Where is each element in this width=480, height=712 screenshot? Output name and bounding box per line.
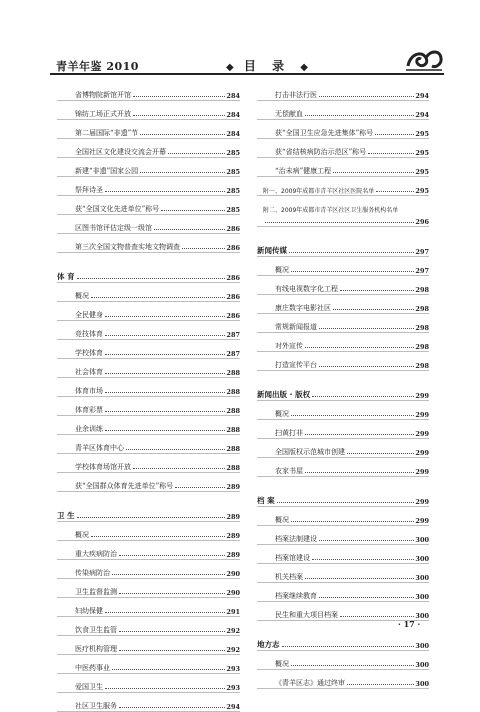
toc-section-heading bbox=[257, 235, 429, 257]
toc-entry bbox=[257, 420, 429, 439]
dot-leader bbox=[119, 593, 225, 594]
entry-title: “治未病”健康工程 bbox=[257, 166, 331, 176]
entry-title: 传染病防治 bbox=[57, 568, 110, 578]
toc-entry bbox=[257, 177, 429, 196]
entry-page-number: 289 bbox=[226, 551, 240, 559]
toc-entry bbox=[257, 276, 429, 295]
dot-leader bbox=[305, 115, 414, 116]
toc-entry bbox=[57, 522, 240, 541]
entry-title: 档案继续教育 bbox=[257, 591, 317, 601]
entry-page-number: 300 bbox=[415, 574, 429, 582]
entry-page-number: 299 bbox=[415, 411, 429, 419]
diamond-right-icon: ◆ bbox=[300, 62, 308, 73]
entry-page-number: 299 bbox=[415, 430, 429, 438]
page-number: · 17 · bbox=[398, 619, 421, 629]
entry-page-number: 298 bbox=[415, 324, 429, 332]
entry-title: 农家书屋 bbox=[257, 466, 303, 476]
entry-page-number: 288 bbox=[226, 388, 240, 396]
dot-leader bbox=[319, 96, 414, 97]
toc-entry bbox=[257, 458, 429, 477]
toc-entry bbox=[257, 196, 429, 214]
toc-section-heading bbox=[257, 629, 429, 651]
entry-page-number: 290 bbox=[226, 570, 240, 578]
dot-leader bbox=[154, 229, 225, 230]
toc-entry bbox=[57, 82, 240, 101]
entry-page-number: 288 bbox=[226, 369, 240, 377]
entry-page-number: 288 bbox=[226, 445, 240, 453]
entry-title: 祭拜诗圣 bbox=[57, 185, 103, 195]
toc-entry bbox=[57, 321, 240, 340]
toc-entry bbox=[57, 435, 240, 454]
entry-title: 重大疾病防治 bbox=[57, 549, 117, 559]
entry-page-number: 288 bbox=[226, 407, 240, 415]
entry-title: 机关档案 bbox=[257, 572, 303, 582]
dot-leader bbox=[119, 650, 225, 651]
entry-title: 全民健身 bbox=[57, 310, 103, 320]
dot-leader bbox=[340, 616, 414, 617]
dot-leader bbox=[105, 316, 225, 317]
dot-leader bbox=[305, 434, 414, 435]
entry-title: 社区卫生服务 bbox=[57, 701, 117, 711]
entry-title: 打击非法行医 bbox=[257, 90, 317, 100]
toc-entry bbox=[57, 215, 240, 234]
toc-entry bbox=[257, 257, 429, 276]
entry-title: 档案法制建设 bbox=[257, 534, 317, 544]
dot-leader bbox=[312, 396, 414, 397]
entry-page-number: 300 bbox=[415, 680, 429, 688]
dot-leader bbox=[289, 252, 414, 253]
toc-entry bbox=[257, 507, 429, 526]
page-header bbox=[0, 0, 480, 78]
entry-page-number: 289 bbox=[226, 532, 240, 540]
entry-title: 全国版权示范城市创建 bbox=[257, 447, 345, 457]
dot-leader bbox=[105, 392, 225, 393]
entry-title: 对外宣传 bbox=[257, 341, 303, 351]
dot-leader bbox=[168, 153, 225, 154]
dot-leader bbox=[305, 347, 414, 348]
toc-entry bbox=[57, 473, 240, 492]
dot-leader bbox=[105, 191, 225, 192]
entry-title: 锦纺工场正式开放 bbox=[57, 109, 131, 119]
dot-leader bbox=[333, 172, 414, 173]
dot-leader bbox=[133, 468, 225, 469]
entry-page-number: 286 bbox=[226, 225, 240, 233]
entry-page-number: 299 bbox=[415, 449, 429, 457]
entry-title: 概况 bbox=[257, 409, 289, 419]
entry-title: 康庄数字电影社区 bbox=[257, 303, 331, 313]
dot-leader bbox=[368, 153, 414, 154]
entry-page-number: 292 bbox=[226, 627, 240, 635]
entry-page-number: 287 bbox=[226, 350, 240, 358]
entry-title: 民生和重大项目档案 bbox=[257, 610, 338, 620]
dot-leader bbox=[105, 411, 225, 412]
entry-title: 常规新闻报道 bbox=[257, 322, 317, 332]
entry-title: 爱国卫生 bbox=[57, 682, 103, 692]
entry-page-number: 291 bbox=[226, 608, 240, 616]
entry-page-number: 289 bbox=[226, 513, 240, 521]
dot-leader bbox=[291, 415, 414, 416]
dot-leader bbox=[265, 222, 414, 223]
entry-page-number: 299 bbox=[415, 468, 429, 476]
toc-entry bbox=[57, 234, 240, 253]
entry-title: 有线电视数字化工程 bbox=[257, 284, 338, 294]
diamond-left-icon: ◆ bbox=[226, 62, 234, 73]
toc-entry bbox=[257, 583, 429, 602]
dot-leader bbox=[105, 612, 225, 613]
toc-entry bbox=[57, 397, 240, 416]
dot-leader bbox=[305, 472, 414, 473]
yearbook-title: 青羊年鉴 2010 bbox=[56, 60, 139, 73]
toc-entry bbox=[257, 120, 429, 139]
toc-entry bbox=[257, 352, 429, 371]
dot-leader bbox=[182, 248, 225, 249]
entry-page-number: 286 bbox=[226, 312, 240, 320]
toc-entry bbox=[57, 541, 240, 560]
dot-leader bbox=[77, 517, 226, 518]
entry-title: 附一、2009年成都市青羊区社区医院名单 bbox=[257, 186, 374, 195]
dot-leader bbox=[119, 555, 225, 556]
toc-entry bbox=[257, 526, 429, 545]
entry-page-number: 295 bbox=[415, 130, 429, 138]
entry-title: 全国社区文化建设交流会开幕 bbox=[57, 147, 166, 157]
toc-section-heading bbox=[257, 379, 429, 401]
entry-title: 医疗机构管理 bbox=[57, 644, 117, 654]
toc-entry bbox=[257, 670, 429, 689]
dot-leader bbox=[305, 578, 414, 579]
dot-leader bbox=[91, 536, 225, 537]
toc-entry bbox=[57, 579, 240, 598]
toc-entry bbox=[57, 378, 240, 397]
dot-leader bbox=[140, 172, 225, 173]
toc-right-column bbox=[257, 82, 429, 689]
entry-page-number: 284 bbox=[226, 92, 240, 100]
toc-entry bbox=[57, 617, 240, 636]
entry-page-number: 294 bbox=[415, 92, 429, 100]
toc-entry bbox=[257, 545, 429, 564]
dot-leader bbox=[291, 271, 414, 272]
dot-leader bbox=[119, 707, 225, 708]
entry-title: 卫生监督监测 bbox=[57, 587, 117, 597]
dot-leader bbox=[175, 487, 225, 488]
entry-title: 饮食卫生监管 bbox=[57, 625, 117, 635]
dot-leader bbox=[112, 574, 225, 575]
entry-page-number: 299 bbox=[415, 517, 429, 525]
dot-leader bbox=[291, 521, 414, 522]
entry-title: 附二、2009年成都市青羊区社区卫生服务机构名单 bbox=[257, 205, 398, 214]
toc-entry bbox=[257, 82, 429, 101]
dot-leader bbox=[312, 559, 414, 560]
dot-leader bbox=[105, 430, 225, 431]
toc-entry bbox=[257, 158, 429, 177]
entry-page-number: 293 bbox=[226, 665, 240, 673]
section-gap bbox=[257, 371, 429, 379]
dot-leader bbox=[105, 335, 225, 336]
section-name: 卫 生 bbox=[57, 511, 75, 520]
entry-page-number: 287 bbox=[226, 331, 240, 339]
toc-entry bbox=[257, 564, 429, 583]
entry-title: 中医药事业 bbox=[57, 663, 110, 673]
toc-entry bbox=[257, 139, 429, 158]
toc-entry bbox=[57, 196, 240, 215]
entry-title: 档案馆建设 bbox=[257, 553, 310, 563]
entry-page-number: 293 bbox=[226, 684, 240, 692]
entry-title: 《青羊区志》通过终审 bbox=[257, 678, 345, 688]
dot-leader bbox=[376, 191, 414, 192]
entry-title: 学校体育场馆开放 bbox=[57, 462, 131, 472]
section-title bbox=[226, 57, 308, 74]
dot-leader bbox=[91, 297, 225, 298]
toc-entry bbox=[57, 340, 240, 359]
entry-title: 体育市场 bbox=[57, 386, 103, 396]
dot-leader bbox=[319, 540, 414, 541]
dot-leader bbox=[112, 669, 225, 670]
toc-entry bbox=[57, 674, 240, 693]
toc-entry bbox=[57, 101, 240, 120]
entry-title: 第二届国际“非遗”节 bbox=[57, 128, 138, 138]
contents-heading: 目 录 bbox=[243, 59, 291, 73]
swirl-logo-icon bbox=[404, 44, 444, 74]
dot-leader bbox=[347, 684, 414, 685]
dot-leader bbox=[319, 366, 414, 367]
entry-title: 获“省结核病防治示范区”称号 bbox=[257, 147, 366, 157]
entry-title: 妇幼保健 bbox=[57, 606, 103, 616]
entry-page-number: 294 bbox=[415, 111, 429, 119]
dot-leader bbox=[319, 328, 414, 329]
entry-page-number: 286 bbox=[226, 293, 240, 301]
entry-page-number: 285 bbox=[226, 168, 240, 176]
dot-leader bbox=[126, 449, 225, 450]
entry-title: 概况 bbox=[57, 291, 89, 301]
toc-entry bbox=[57, 560, 240, 579]
entry-title: 打造宣传平台 bbox=[257, 360, 317, 370]
entry-page-number: 295 bbox=[415, 168, 429, 176]
toc-entry bbox=[57, 139, 240, 158]
entry-page-number: 300 bbox=[415, 612, 429, 620]
toc-section-heading bbox=[57, 500, 240, 522]
toc-entry bbox=[257, 651, 429, 670]
section-gap bbox=[57, 253, 240, 261]
dot-leader bbox=[105, 688, 225, 689]
section-name: 地方志 bbox=[257, 640, 280, 649]
entry-page-number: 288 bbox=[226, 426, 240, 434]
dot-leader bbox=[347, 453, 414, 454]
dot-leader bbox=[161, 210, 225, 211]
section-gap bbox=[257, 227, 429, 235]
entry-page-number: 298 bbox=[415, 305, 429, 313]
entry-title: 获“全国群众体育先进单位”称号 bbox=[57, 481, 173, 491]
section-name: 新闻出版 · 版权 bbox=[257, 390, 311, 399]
entry-page-number: 284 bbox=[226, 111, 240, 119]
entry-page-number: 295 bbox=[415, 187, 429, 195]
entry-page-number: 295 bbox=[415, 149, 429, 157]
dot-leader bbox=[291, 665, 414, 666]
toc-entry bbox=[257, 101, 429, 120]
entry-title: 概况 bbox=[257, 265, 289, 275]
entry-page-number: 297 bbox=[415, 248, 429, 256]
entry-title: 社会体育 bbox=[57, 367, 103, 377]
entry-page-number: 300 bbox=[415, 555, 429, 563]
entry-page-number: 299 bbox=[415, 498, 429, 506]
toc-entry bbox=[257, 401, 429, 420]
entry-page-number: 292 bbox=[226, 646, 240, 654]
entry-title: 青羊区体育中心 bbox=[57, 443, 124, 453]
toc-entry bbox=[257, 439, 429, 458]
entry-page-number: 298 bbox=[415, 362, 429, 370]
entry-page-number: 300 bbox=[415, 661, 429, 669]
entry-title: 第三次全国文物普查实地文物调查 bbox=[57, 242, 180, 252]
entry-page-number: 298 bbox=[415, 286, 429, 294]
entry-title: 概况 bbox=[257, 659, 289, 669]
section-gap bbox=[57, 492, 240, 500]
dot-leader bbox=[133, 96, 225, 97]
entry-title: 概况 bbox=[57, 530, 89, 540]
toc-entry bbox=[57, 454, 240, 473]
dot-leader bbox=[282, 646, 415, 647]
toc-section-heading bbox=[57, 261, 240, 283]
entry-title: 概况 bbox=[257, 515, 289, 525]
entry-page-number: 285 bbox=[226, 206, 240, 214]
toc-entry bbox=[57, 416, 240, 435]
toc-entry bbox=[57, 120, 240, 139]
entry-title: 学校体育 bbox=[57, 348, 103, 358]
dot-leader bbox=[105, 373, 225, 374]
section-name: 体 育 bbox=[57, 272, 75, 281]
toc-entry bbox=[57, 359, 240, 378]
toc-entry bbox=[57, 283, 240, 302]
entry-title: 省博物院新馆开馆 bbox=[57, 90, 131, 100]
toc-entry bbox=[257, 314, 429, 333]
dot-leader bbox=[105, 354, 225, 355]
entry-title: 体育彩票 bbox=[57, 405, 103, 415]
entry-page-number: 285 bbox=[226, 187, 240, 195]
toc-entry bbox=[57, 158, 240, 177]
entry-title: 获“全国卫生应急先进集体”称号 bbox=[257, 128, 373, 138]
entry-page-number: 285 bbox=[226, 149, 240, 157]
header-rule bbox=[50, 73, 444, 75]
toc-entry bbox=[57, 636, 240, 655]
toc-entry bbox=[257, 333, 429, 352]
toc-entry bbox=[257, 295, 429, 314]
entry-page-number: 297 bbox=[415, 267, 429, 275]
dot-leader bbox=[140, 134, 225, 135]
toc-section-heading bbox=[257, 485, 429, 507]
dot-leader bbox=[277, 502, 415, 503]
entry-page-number: 296 bbox=[415, 218, 429, 226]
dot-leader bbox=[133, 115, 225, 116]
section-name: 新闻传媒 bbox=[257, 246, 287, 255]
entry-page-number: 300 bbox=[415, 593, 429, 601]
toc-entry bbox=[257, 214, 429, 227]
dot-leader bbox=[340, 290, 414, 291]
entry-page-number: 294 bbox=[226, 703, 240, 711]
dot-leader bbox=[319, 597, 414, 598]
entry-page-number: 300 bbox=[415, 642, 429, 650]
entry-page-number: 284 bbox=[226, 130, 240, 138]
toc-entry bbox=[57, 655, 240, 674]
entry-page-number: 286 bbox=[226, 274, 240, 282]
entry-page-number: 286 bbox=[226, 244, 240, 252]
toc-entry bbox=[57, 177, 240, 196]
entry-title: 区图书馆评估定级一级馆 bbox=[57, 223, 152, 233]
section-name: 档 案 bbox=[257, 496, 275, 505]
entry-title: 扫黄打非 bbox=[257, 428, 303, 438]
dot-leader bbox=[77, 278, 226, 279]
entry-title: 业余训练 bbox=[57, 424, 103, 434]
dot-leader bbox=[375, 134, 414, 135]
entry-page-number: 299 bbox=[415, 392, 429, 400]
entry-page-number: 290 bbox=[226, 589, 240, 597]
entry-title: 无偿献血 bbox=[257, 109, 303, 119]
toc-left-column bbox=[57, 82, 240, 712]
entry-page-number: 289 bbox=[226, 483, 240, 491]
toc-entry bbox=[57, 693, 240, 712]
section-gap bbox=[257, 477, 429, 485]
entry-page-number: 288 bbox=[226, 464, 240, 472]
dot-leader bbox=[119, 631, 225, 632]
toc-entry bbox=[57, 598, 240, 617]
entry-title: 竞技体育 bbox=[57, 329, 103, 339]
toc-entry bbox=[57, 302, 240, 321]
dot-leader bbox=[333, 309, 414, 310]
entry-title: 获“全国文化先进单位”称号 bbox=[57, 204, 159, 214]
entry-page-number: 298 bbox=[415, 343, 429, 351]
entry-title: 新建“非遗”国家公园 bbox=[57, 166, 138, 176]
entry-page-number: 300 bbox=[415, 536, 429, 544]
